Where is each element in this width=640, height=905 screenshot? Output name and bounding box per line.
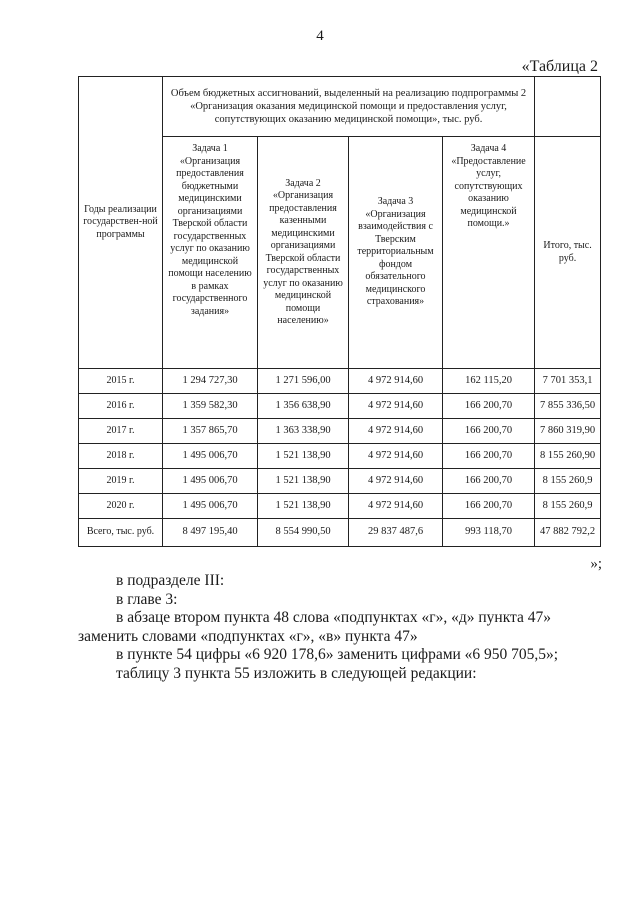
total-cell: 7 860 319,90 bbox=[535, 419, 601, 444]
paragraph: в абзаце втором пункта 48 слова «подпунктах «г», «д» пункта 47» bbox=[116, 609, 552, 627]
value-cell: 162 115,20 bbox=[443, 369, 535, 394]
paragraph: в пункте 54 цифры «6 920 178,6» заменить цифрами «6 950 705,5»; bbox=[116, 646, 559, 664]
total-cell: 8 155 260,90 bbox=[535, 444, 601, 469]
table-caption: «Таблица 2 bbox=[521, 58, 598, 75]
total-cell: 47 882 792,2 bbox=[535, 519, 601, 547]
paragraph: в подразделе III: bbox=[116, 572, 225, 589]
table-row-total bbox=[79, 519, 601, 547]
value-cell: 4 972 914,60 bbox=[349, 469, 443, 494]
year-cell: 2015 г. bbox=[79, 369, 163, 394]
value-cell: 1 495 006,70 bbox=[163, 494, 258, 519]
total-label-cell: Всего, тыс. руб. bbox=[79, 519, 163, 547]
value-cell: 1 521 138,90 bbox=[258, 469, 349, 494]
value-cell: 1 495 006,70 bbox=[163, 469, 258, 494]
value-cell: 4 972 914,60 bbox=[349, 394, 443, 419]
closing-quote: »; bbox=[590, 556, 602, 572]
budget-table bbox=[78, 76, 601, 547]
task3-header: Задача 3 «Организация взаимодействия с Тверским территориальным фондом обязательного медицинского страхования» bbox=[349, 137, 443, 369]
total-cell: 8 155 260,9 bbox=[535, 494, 601, 519]
total-cell: 7 855 336,50 bbox=[535, 394, 601, 419]
table-row bbox=[79, 419, 601, 444]
value-cell: 1 359 582,30 bbox=[163, 394, 258, 419]
budget-main-header: Объем бюджетных ассигнований, выделенный на реализацию подпрограммы 2 «Организация оказания медицинской помощи и предоставления услуг, сопутствующих оказанию медицинской помощи», тыс. руб. bbox=[163, 77, 535, 137]
year-cell: 2020 г. bbox=[79, 494, 163, 519]
value-cell: 4 972 914,60 bbox=[349, 369, 443, 394]
value-cell: 4 972 914,60 bbox=[349, 444, 443, 469]
value-cell: 1 363 338,90 bbox=[258, 419, 349, 444]
table-row bbox=[79, 494, 601, 519]
year-cell: 2018 г. bbox=[79, 444, 163, 469]
value-cell: 1 357 865,70 bbox=[163, 419, 258, 444]
paragraph: в главе 3: bbox=[116, 590, 178, 608]
value-cell: 8 554 990,50 bbox=[258, 519, 349, 547]
body-text bbox=[78, 572, 608, 684]
value-cell: 166 200,70 bbox=[443, 394, 535, 419]
value-cell: 29 837 487,6 bbox=[349, 519, 443, 547]
total-header: Итого, тыс. руб. bbox=[535, 137, 601, 369]
task4-header: Задача 4 «Предоставление услуг, сопутствующих оказанию медицинской помощи.» bbox=[443, 137, 535, 369]
value-cell: 4 972 914,60 bbox=[349, 419, 443, 444]
task2-header: Задача 2 «Организация предоставления казенными медицинскими организациями Тверской области государственных услуг по оказанию медицинской помощи населению» bbox=[258, 137, 349, 369]
paragraph: заменить словами «подпунктах «г», «в» пункта 47» bbox=[78, 627, 418, 645]
table-row bbox=[79, 369, 601, 394]
total-cell: 8 155 260,9 bbox=[535, 469, 601, 494]
table-row bbox=[79, 444, 601, 469]
year-cell: 2016 г. bbox=[79, 394, 163, 419]
value-cell: 4 972 914,60 bbox=[349, 494, 443, 519]
value-cell: 1 271 596,00 bbox=[258, 369, 349, 394]
value-cell: 993 118,70 bbox=[443, 519, 535, 547]
total-cell: 7 701 353,1 bbox=[535, 369, 601, 394]
table-row bbox=[79, 394, 601, 419]
table-row bbox=[79, 469, 601, 494]
value-cell: 166 200,70 bbox=[443, 444, 535, 469]
value-cell: 1 356 638,90 bbox=[258, 394, 349, 419]
paragraph: таблицу 3 пункта 55 изложить в следующей редакции: bbox=[116, 664, 477, 682]
value-cell: 1 495 006,70 bbox=[163, 444, 258, 469]
value-cell: 8 497 195,40 bbox=[163, 519, 258, 547]
value-cell: 166 200,70 bbox=[443, 469, 535, 494]
year-cell: 2019 г. bbox=[79, 469, 163, 494]
value-cell: 1 294 727,30 bbox=[163, 369, 258, 394]
value-cell: 1 521 138,90 bbox=[258, 444, 349, 469]
value-cell: 1 521 138,90 bbox=[258, 494, 349, 519]
years-header: Годы реализации государствен-ной программы bbox=[79, 77, 163, 369]
value-cell: 166 200,70 bbox=[443, 494, 535, 519]
page-number: 4 bbox=[316, 28, 324, 44]
task1-header: Задача 1 «Организация предоставления бюджетными медицинскими организациями Тверской области государственных услуг по оказанию медицинской помощи населению в рамках государственного задания» bbox=[163, 137, 258, 369]
value-cell: 166 200,70 bbox=[443, 419, 535, 444]
year-cell: 2017 г. bbox=[79, 419, 163, 444]
